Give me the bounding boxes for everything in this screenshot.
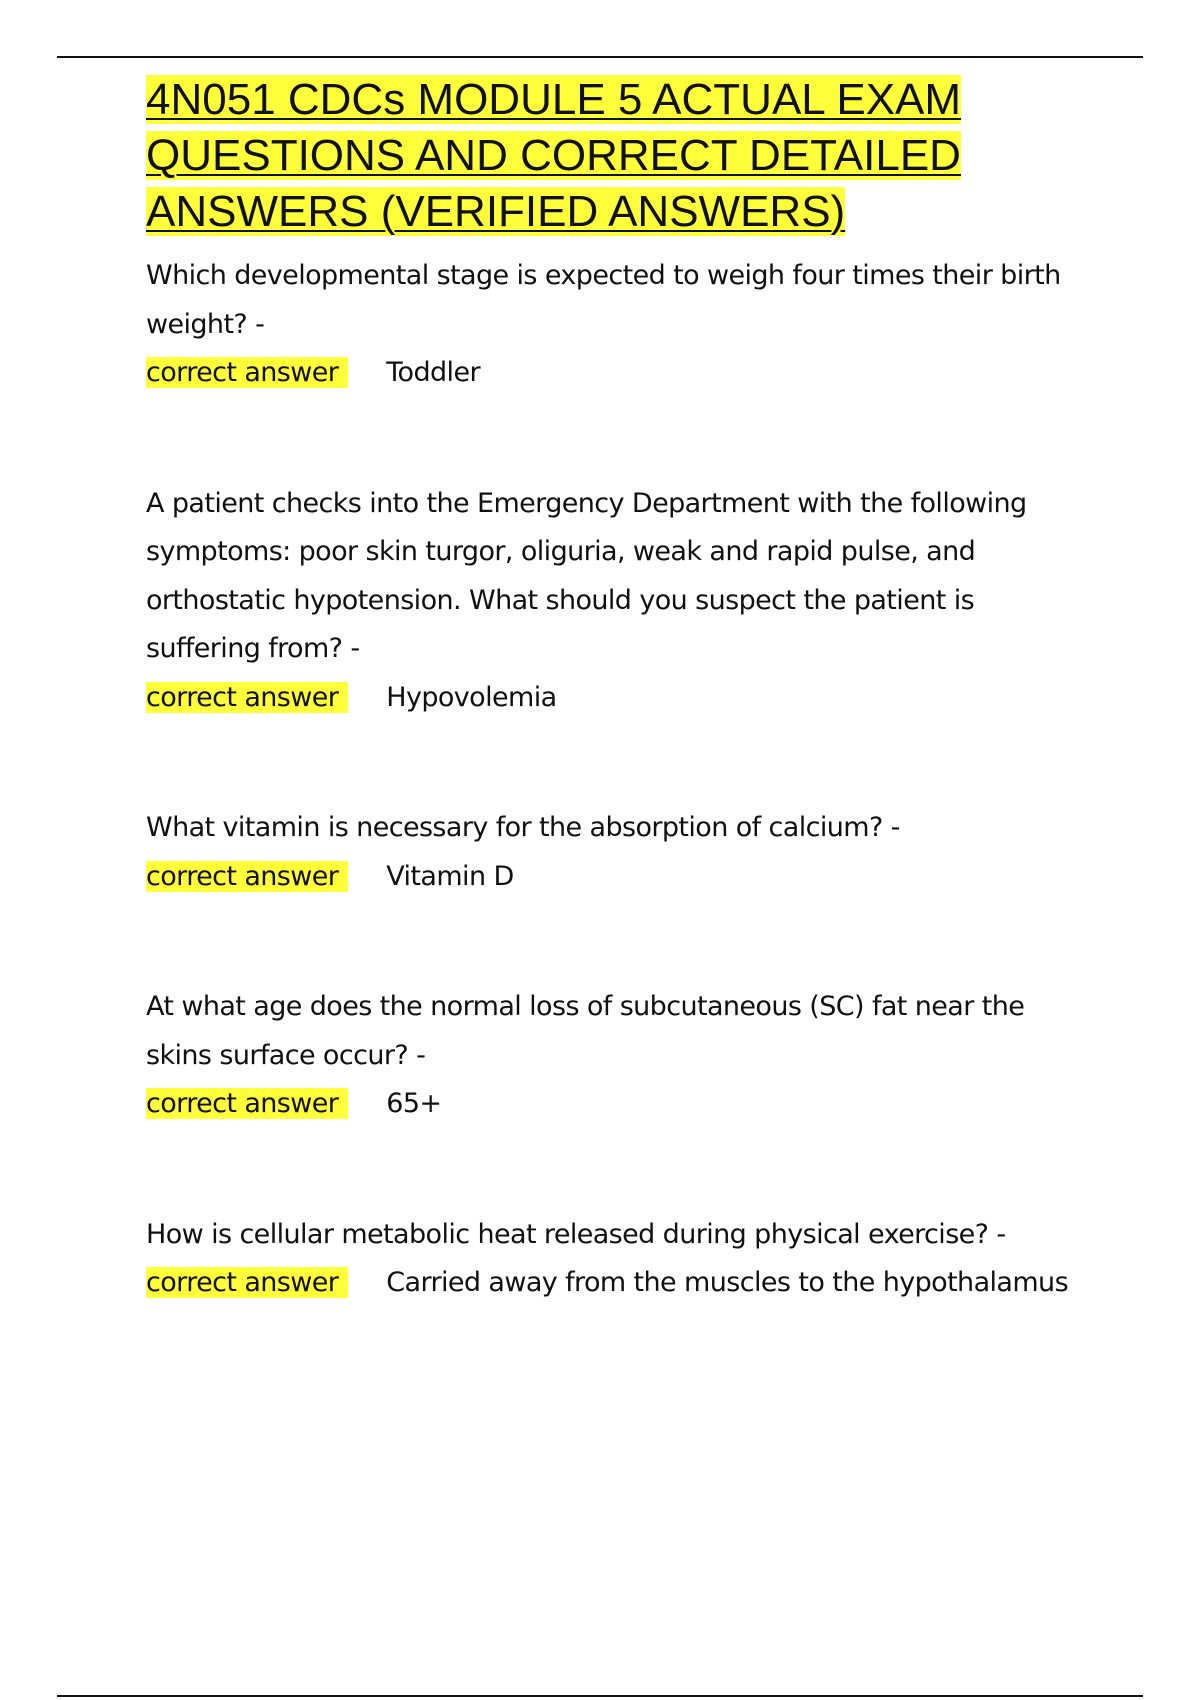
qa-item-5 bbox=[146, 1211, 1096, 1308]
correct-answer-label: correct answer bbox=[146, 1267, 348, 1298]
correct-answer-label: correct answer bbox=[146, 1088, 348, 1119]
correct-answer-label: correct answer bbox=[146, 357, 348, 388]
question-text: A patient checks into the Emergency Department with the following symptoms: poor skin turgor, oliguria, weak and rapid pulse, and orthostatic hypotension. What should you suspect the patient is suffering from? - bbox=[146, 487, 1027, 664]
qa-item-4 bbox=[146, 983, 1096, 1129]
bottom-rule bbox=[57, 1695, 1143, 1697]
correct-answer-label: correct answer bbox=[146, 682, 348, 713]
answer-text: Toddler bbox=[386, 357, 480, 388]
question-text: How is cellular metabolic heat released during physical exercise? - bbox=[146, 1218, 1006, 1250]
document-body bbox=[146, 72, 1096, 1308]
qa-item-3 bbox=[146, 804, 1096, 901]
question-text: At what age does the normal loss of subcutaneous (SC) fat near the skins surface occur? - bbox=[146, 991, 1025, 1071]
answer-text: Carried away from the muscles to the hypothalamus bbox=[386, 1267, 1069, 1298]
question-text: Which developmental stage is expected to weigh four times their birth weight? - bbox=[146, 260, 1061, 340]
answer-text: 65+ bbox=[386, 1088, 442, 1119]
question-text: What vitamin is necessary for the absorption of calcium? - bbox=[146, 812, 900, 843]
document-title-text: 4N051 CDCs MODULE 5 ACTUAL EXAM QUESTIONS AND CORRECT DETAILED ANSWERS (VERIFIED ANSWERS) bbox=[146, 75, 962, 236]
document-title bbox=[146, 72, 1096, 240]
correct-answer-label: correct answer bbox=[146, 861, 348, 892]
qa-item-2 bbox=[146, 480, 1096, 723]
answer-text: Hypovolemia bbox=[386, 681, 557, 713]
top-rule bbox=[57, 56, 1143, 58]
answer-text: Vitamin D bbox=[386, 860, 514, 892]
qa-item-1 bbox=[146, 252, 1096, 398]
